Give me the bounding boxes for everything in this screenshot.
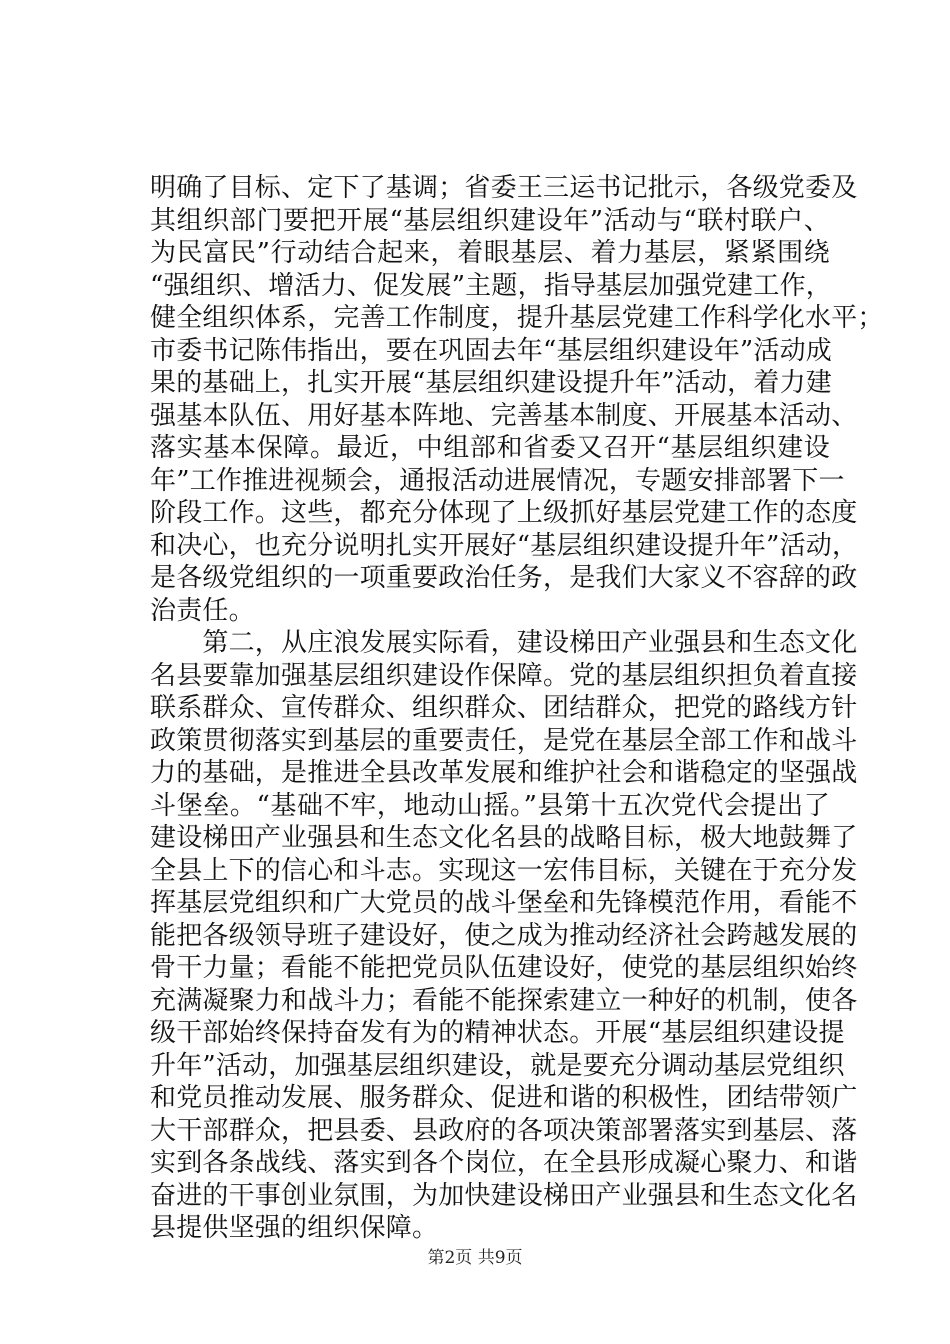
body-text bbox=[150, 172, 884, 1245]
text-line: 县提供坚强的组织保障。 bbox=[150, 1213, 439, 1243]
text-line: 级干部始终保持奋发有为的精神状态。开展“基层组织建设提 bbox=[150, 1018, 845, 1048]
text-line: 升年”活动，加强基层组织建设，就是要充分调动基层党组织 bbox=[150, 1050, 845, 1081]
text-line: 全县上下的信心和斗志。实现这一宏伟目标，关键在于充分发 bbox=[150, 855, 858, 886]
text-line: 果的基础上，扎实开展“基层组织建设提升年”活动，着力建 bbox=[150, 368, 832, 398]
text-line: 充满凝聚力和战斗力；看能不能探索建立一种好的机制，使各 bbox=[150, 985, 858, 1016]
text-line: 和决心，也充分说明扎实开展好“基层组织建设提升年”活动， bbox=[150, 530, 859, 561]
text-line: 骨干力量；看能不能把党员队伍建设好，使党的基层组织始终 bbox=[150, 953, 858, 983]
text-line: 力的基础，是推进全县改革发展和维护社会和谐稳定的坚强战 bbox=[150, 758, 858, 788]
text-line: 治责任。 bbox=[150, 595, 255, 626]
page-footer: 第2页 共9页 bbox=[427, 1248, 523, 1268]
text-line: 联系群众、宣传群众、组织群众、团结群众，把党的路线方针 bbox=[150, 693, 858, 723]
text-line: 阶段工作。这些，都充分体现了上级抓好基层党建工作的态度 bbox=[150, 498, 858, 528]
text-line: 第二，从庄浪发展实际看，建设梯田产业强县和生态文化 bbox=[150, 628, 858, 658]
text-line: “强组织、增活力、促发展”主题，指导基层加强党建工作， bbox=[150, 270, 832, 301]
text-line: 大干部群众，把县委、县政府的各项决策部署落实到基层、落 bbox=[150, 1115, 858, 1146]
text-line: 是各级党组织的一项重要政治任务，是我们大家义不容辞的政 bbox=[150, 563, 858, 593]
text-line: 其组织部门要把开展“基层组织建设年”活动与“联村联户、 bbox=[150, 205, 830, 236]
text-line: 和党员推动发展、服务群众、促进和谐的积极性，团结带领广 bbox=[150, 1083, 858, 1113]
text-line: 落实基本保障。最近，中组部和省委又召开“基层组织建设 bbox=[150, 433, 830, 463]
text-line: 建设梯田产业强县和生态文化名县的战略目标，极大地鼓舞了 bbox=[150, 823, 858, 853]
text-line: 斗堡垒。“基础不牢，地动山摇。”县第十五次党代会提出了 bbox=[150, 790, 830, 821]
text-line: 挥基层党组织和广大党员的战斗堡垒和先锋模范作用，看能不 bbox=[150, 888, 858, 918]
text-line: 明确了目标、定下了基调；省委王三运书记批示，各级党委及 bbox=[150, 173, 858, 203]
text-line: 市委书记陈伟指出，要在巩固去年“基层组织建设年”活动成 bbox=[150, 335, 832, 366]
text-line: 年”工作推进视频会，通报活动进展情况，专题安排部署下一 bbox=[150, 465, 845, 496]
text-line: 名县要靠加强基层组织建设作保障。党的基层组织担负着直接 bbox=[150, 660, 858, 691]
text-line: 实到各条战线、落实到各个岗位，在全县形成凝心聚力、和谐 bbox=[150, 1148, 858, 1178]
text-line: 能把各级领导班子建设好，使之成为推动经济社会跨越发展的 bbox=[150, 920, 858, 951]
text-line: 奋进的干事创业氛围，为加快建设梯田产业强县和生态文化名 bbox=[150, 1180, 858, 1211]
text-line: 为民富民”行动结合起来，着眼基层、着力基层，紧紧围绕 bbox=[150, 238, 830, 268]
text-line: 政策贯彻落实到基层的重要责任，是党在基层全部工作和战斗 bbox=[150, 725, 858, 756]
text-line: 强基本队伍、用好基本阵地、完善基本制度、开展基本活动、 bbox=[150, 400, 858, 431]
text-line: 健全组织体系，完善工作制度，提升基层党建工作科学化水平； bbox=[150, 303, 884, 333]
